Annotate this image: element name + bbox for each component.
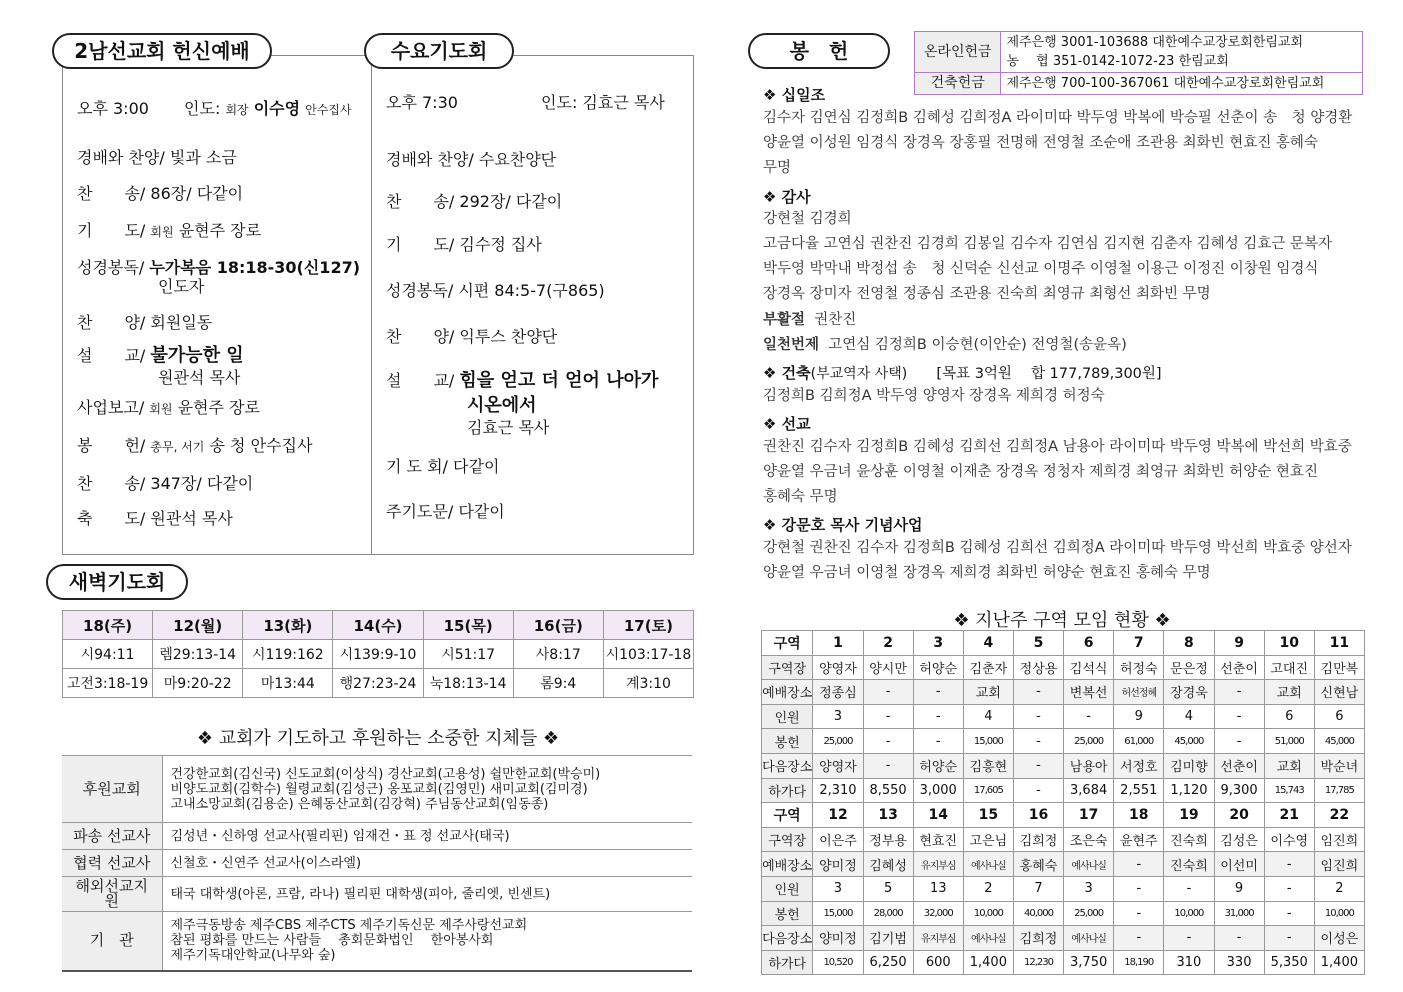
- region-cell: 6: [1314, 704, 1364, 729]
- region-cell: 310: [1164, 950, 1214, 975]
- region-cell: 양영자: [813, 753, 863, 778]
- region-cell: 양시만: [863, 655, 913, 680]
- region-row-label: 봉헌: [762, 901, 813, 926]
- region-row: [762, 901, 1365, 926]
- region-header-cell: 8: [1164, 631, 1214, 656]
- region-cell: 정상용: [1013, 655, 1063, 680]
- region-cell: 선춘이: [1214, 753, 1264, 778]
- region-cell: 9,300: [1214, 778, 1264, 803]
- region-cell: 양미정: [813, 926, 863, 951]
- region-cell: 고대진: [1264, 655, 1314, 680]
- ded-item-7: 봉 헌/ 총무, 서기 송 청 안수집사: [77, 436, 313, 455]
- region-header-cell: 7: [1114, 631, 1164, 656]
- region-cell: 양영자: [813, 655, 863, 680]
- region-cell: 15,000: [813, 901, 863, 926]
- region-cell: 조은숙: [1064, 827, 1114, 852]
- region-cell: 2,310: [813, 778, 863, 803]
- region-cell: 5: [863, 876, 913, 901]
- region-header-label: 구역: [762, 803, 813, 828]
- region-cell: -: [913, 729, 963, 754]
- region-cell: 진숙희: [1164, 852, 1214, 877]
- region-cell: 김미향: [1164, 753, 1214, 778]
- region-cell: 홍혜숙: [1013, 852, 1063, 877]
- region-cell: 교회: [963, 680, 1013, 705]
- region-row: [762, 753, 1365, 778]
- wed-item-0: 경배와 찬양/ 수요찬양단: [386, 150, 557, 169]
- region-cell: -: [863, 704, 913, 729]
- tithe-names: 김수자 김연심 김정희B 김혜성 김희정A 라이미따 박두영 박복에 박승필 선춘이 송 청 양경환 양윤열 이성원 임경식 장경옥 장홍필 전명해 전영철 조순애 조관용 최화빈 현효진 홍혜숙 무명: [763, 110, 1353, 176]
- region-cell: 김성은: [1214, 827, 1264, 852]
- region-cell: -: [863, 729, 913, 754]
- region-header-cell: 20: [1214, 803, 1264, 828]
- memorial-title: ❖ 강문호 목사 기념사업: [763, 516, 923, 534]
- region-header-cell: 17: [1064, 803, 1114, 828]
- region-row-label: 다음장소: [762, 753, 813, 778]
- region-header-cell: 1: [813, 631, 863, 656]
- region-row-label: 하가다: [762, 950, 813, 975]
- region-header-row: [762, 631, 1365, 656]
- region-cell: 600: [913, 950, 963, 975]
- region-cell: 25,000: [1064, 729, 1114, 754]
- region-cell: 장경욱: [1164, 680, 1214, 705]
- region-cell: 25,000: [1064, 901, 1114, 926]
- wednesday-box: [371, 55, 694, 555]
- region-cell: 32,000: [913, 901, 963, 926]
- region-cell: 330: [1214, 950, 1264, 975]
- building-title-row: ❖ 건축(부교역자 사택) [목표 3억원 합 177,789,300원]: [763, 364, 1162, 382]
- region-cell: 3: [813, 876, 863, 901]
- region-cell: -: [1264, 926, 1314, 951]
- wed-item-5: 설 교/ 힘을 얻고 더 얻어 나아가: [386, 370, 659, 391]
- region-cell: 4: [1164, 704, 1214, 729]
- region-cell: 51,000: [1264, 729, 1314, 754]
- thanks-names: 강현철 김경희 고금다율 고연심 권찬진 김경희 김봉일 김수자 김연심 김지현 김춘자 김혜성 김효근 문복자 박두영 박막내 박정섭 송 청 신덕순 신선교 이명주 이영철 이용근 이정진 이창원 임경식 장경옥 장미자 전영철 정종심 조관용 진숙희 최영규 최형선 최화빈 무명: [763, 211, 1332, 302]
- wed-item-3: 성경봉독/ 시편 84:5-7(구865): [386, 281, 605, 300]
- region-row: [762, 729, 1365, 754]
- region-cell: 변복선: [1064, 680, 1114, 705]
- region-cell: 예사나실: [1064, 852, 1114, 877]
- region-cell: 1,400: [963, 950, 1013, 975]
- mission-title: ❖ 교회가 기도하고 후원하는 소중한 지체들 ❖: [196, 728, 560, 749]
- region-header-row: [762, 803, 1365, 828]
- dedication-leader-name: 이수영: [253, 99, 301, 118]
- region-cell: -: [1214, 729, 1264, 754]
- region-row-label: 구역장: [762, 827, 813, 852]
- region-header-cell: 16: [1013, 803, 1063, 828]
- region-cell: 1,120: [1164, 778, 1214, 803]
- region-cell: -: [913, 704, 963, 729]
- ded-item-6: 사업보고/ 회원 윤현주 장로: [77, 398, 260, 417]
- building-names: 김정희B 김희정A 박두영 양영자 장경옥 제희경 허정숙: [763, 388, 1105, 404]
- region-cell: 교회: [1264, 680, 1314, 705]
- region-cell: 17,605: [963, 778, 1013, 803]
- region-table: [761, 630, 1365, 975]
- region-header-cell: 3: [913, 631, 963, 656]
- region-cell: 현효진: [913, 827, 963, 852]
- region-cell: -: [1013, 778, 1063, 803]
- region-cell: 10,000: [1314, 901, 1364, 926]
- region-row: [762, 680, 1365, 705]
- region-row: [762, 827, 1365, 852]
- region-cell: 15,743: [1264, 778, 1314, 803]
- ded-item-2: 기 도/ 회원 윤현주 장로: [77, 221, 262, 240]
- region-cell: -: [1114, 852, 1164, 877]
- region-cell: 3: [813, 704, 863, 729]
- region-row: [762, 655, 1365, 680]
- wed-item-4: 찬 양/ 익투스 찬양단: [386, 327, 558, 346]
- region-row: [762, 876, 1365, 901]
- wed-item-1: 찬 송/ 292장/ 다같이: [386, 192, 563, 211]
- region-cell: 4: [963, 704, 1013, 729]
- region-cell: -: [913, 680, 963, 705]
- region-cell: 10,520: [813, 950, 863, 975]
- region-cell: 김혜성: [863, 852, 913, 877]
- ded-item-0: 경배와 찬양/ 빛과 소금: [77, 148, 237, 167]
- region-cell: 2,551: [1114, 778, 1164, 803]
- region-cell: 9: [1114, 704, 1164, 729]
- region-row: [762, 778, 1365, 803]
- region-header-cell: 12: [813, 803, 863, 828]
- region-cell: 61,000: [1114, 729, 1164, 754]
- ded-item-4: 찬 양/ 회원일동: [77, 313, 213, 332]
- region-cell: -: [1013, 704, 1063, 729]
- region-cell: 10,000: [1164, 901, 1214, 926]
- region-cell: 허정숙: [1114, 655, 1164, 680]
- region-cell: 임진희: [1314, 852, 1364, 877]
- region-cell: 1,400: [1314, 950, 1364, 975]
- region-cell: 31,000: [1214, 901, 1264, 926]
- region-cell: 서정호: [1114, 753, 1164, 778]
- region-header-cell: 2: [863, 631, 913, 656]
- region-cell: 40,000: [1013, 901, 1063, 926]
- region-cell: -: [1064, 704, 1114, 729]
- region-cell: 10,000: [963, 901, 1013, 926]
- region-cell: 김희정: [1013, 926, 1063, 951]
- region-cell: 예사나실: [1064, 926, 1114, 951]
- region-cell: 정부용: [863, 827, 913, 852]
- region-cell: 허선정혜: [1114, 680, 1164, 705]
- region-header-cell: 11: [1314, 631, 1364, 656]
- region-cell: 김기범: [863, 926, 913, 951]
- missions-title: ❖ 선교: [763, 415, 811, 433]
- dedication-leader-label: 인도:: [184, 99, 221, 118]
- region-cell: 유지부심: [913, 852, 963, 877]
- wed-leader: 인도: 김효근 목사: [541, 93, 665, 112]
- wed-item-5-sub: 시온에서: [467, 395, 537, 416]
- region-cell: 3,684: [1064, 778, 1114, 803]
- region-cell: 이선미: [1214, 852, 1264, 877]
- dedication-time-row: [77, 96, 352, 119]
- region-cell: 김석식: [1064, 655, 1114, 680]
- region-cell: 8,550: [863, 778, 913, 803]
- region-cell: 이수영: [1264, 827, 1314, 852]
- region-header-label: 구역: [762, 631, 813, 656]
- region-cell: 이은주: [813, 827, 863, 852]
- region-header-cell: 15: [963, 803, 1013, 828]
- region-cell: 교회: [1264, 753, 1314, 778]
- ded-item-3: 성경봉독/ 누가복음 18:18-30(신127): [77, 258, 361, 277]
- region-cell: 5,350: [1264, 950, 1314, 975]
- region-cell: -: [1013, 729, 1063, 754]
- region-cell: -: [1264, 876, 1314, 901]
- region-cell: 3,000: [913, 778, 963, 803]
- thanks-title: ❖ 감사: [763, 188, 811, 206]
- dedication-title: 2남선교회 헌신예배: [52, 33, 272, 69]
- region-cell: -: [1214, 680, 1264, 705]
- region-cell: -: [1164, 926, 1214, 951]
- region-cell: 윤현주: [1114, 827, 1164, 852]
- wed-item-7: 주기도문/ 다같이: [386, 502, 505, 521]
- mission-table: 후원교회 건강한교회(김신국) 신도교회(이상식) 경산교회(고용성) 쉴만한교회(박승미) 비양도교회(김학수) 월령교회(김성근) 옹포교회(김영민) 새미교회(김미경) 고내소망교회(김용순) 은혜동산교회(김강혁) 주님동산교회(임동종) 파송 선교사 김성년・신하영 선교사(필리핀) 임재건・표 정 선교사(태국) 협력 선교사 신철호・신연주 선교사(이스라엘) 해외선교지원 태국 대학생(아론, 프람, 라나) 필리핀 대학생(피아, 줄리엣, 빈센트) 기 관 제주극동방송 제주CBS 제주CTS 제주기독신문 제주사랑선교회 참된 평화를 만드는 사람들 총회문화법인 한아봉사회 제주기독대안학교(나무와 숲): [62, 755, 692, 972]
- region-row: [762, 852, 1365, 877]
- region-header-cell: 5: [1013, 631, 1063, 656]
- memorial-names: 강현철 권찬진 김수자 김정희B 김혜성 김희선 김희정A 라이미따 박두영 박선희 박효중 양선자 양윤열 우금녀 이영철 장경옥 제희경 최화빈 허양순 현효진 홍혜숙 무명: [763, 540, 1352, 581]
- region-header-cell: 14: [913, 803, 963, 828]
- region-row-label: 하가다: [762, 778, 813, 803]
- region-cell: 허양순: [913, 753, 963, 778]
- region-row: [762, 704, 1365, 729]
- region-cell: -: [1114, 926, 1164, 951]
- region-cell: -: [1013, 753, 1063, 778]
- region-cell: 문은정: [1164, 655, 1214, 680]
- region-cell: 45,000: [1164, 729, 1214, 754]
- region-header-cell: 19: [1164, 803, 1214, 828]
- region-cell: 28,000: [863, 901, 913, 926]
- wednesday-title: 수요기도회: [364, 33, 514, 69]
- region-cell: 6: [1264, 704, 1314, 729]
- region-cell: 임진희: [1314, 827, 1364, 852]
- region-row-label: 예배장소: [762, 852, 813, 877]
- region-cell: 2: [963, 876, 1013, 901]
- dedication-leader-suffix: 안수집사: [305, 103, 352, 117]
- region-cell: 진숙희: [1164, 827, 1214, 852]
- wed-time-row: [386, 90, 665, 113]
- region-cell: -: [1264, 901, 1314, 926]
- region-cell: 선춘이: [1214, 655, 1264, 680]
- region-row-label: 다음장소: [762, 926, 813, 951]
- region-title: ❖ 지난주 구역 모임 현황 ❖: [953, 610, 1171, 631]
- wed-item-2: 기 도/ 김수정 집사: [386, 235, 542, 254]
- region-cell: 이성은: [1314, 926, 1364, 951]
- online-table: 온라인헌금 제주은행 3001-103688 대한예수교장로회한림교회 농 협 351-0142-1072-23 한림교회 건축헌금 제주은행 700-100-367061 대한예수교장로회한림교회: [914, 31, 1363, 95]
- region-cell: 양미정: [813, 852, 863, 877]
- region-row-label: 봉헌: [762, 729, 813, 754]
- region-cell: 3: [1064, 876, 1114, 901]
- region-cell: 9: [1214, 876, 1264, 901]
- tithe-title: ❖ 십일조: [763, 86, 826, 104]
- region-cell: 13: [913, 876, 963, 901]
- region-row-label: 인원: [762, 876, 813, 901]
- region-header-cell: 10: [1264, 631, 1314, 656]
- region-cell: 15,000: [963, 729, 1013, 754]
- region-cell: -: [863, 680, 913, 705]
- dawn-title: 새벽기도회: [46, 564, 188, 600]
- region-cell: 2: [1314, 876, 1364, 901]
- region-header-cell: 4: [963, 631, 1013, 656]
- region-cell: 허양순: [913, 655, 963, 680]
- region-row: [762, 926, 1365, 951]
- ded-item-5-sub: 원관석 목사: [158, 368, 241, 387]
- region-cell: 남용아: [1064, 753, 1114, 778]
- region-row-label: 인원: [762, 704, 813, 729]
- region-cell: 고은님: [963, 827, 1013, 852]
- wed-item-6: 기 도 회/ 다같이: [386, 457, 500, 476]
- region-cell: 45,000: [1314, 729, 1364, 754]
- region-cell: 18,190: [1114, 950, 1164, 975]
- region-cell: 25,000: [813, 729, 863, 754]
- region-cell: 신현남: [1314, 680, 1364, 705]
- ded-item-5: 설 교/ 불가능한 일: [77, 345, 244, 366]
- region-header-cell: 9: [1214, 631, 1264, 656]
- wed-time: 오후 7:30: [386, 93, 458, 112]
- region-header-cell: 21: [1264, 803, 1314, 828]
- region-cell: 6,250: [863, 950, 913, 975]
- region-cell: -: [863, 753, 913, 778]
- region-header-cell: 6: [1064, 631, 1114, 656]
- dedication-time: 오후 3:00: [77, 99, 149, 118]
- region-cell: -: [1214, 926, 1264, 951]
- region-cell: -: [1114, 876, 1164, 901]
- firstweek-row: 일천번제 고연심 김정희B 이승현(이안순) 전영철(송윤옥): [763, 337, 1127, 353]
- region-cell: 박순녀: [1314, 753, 1364, 778]
- ded-item-1: 찬 송/ 86장/ 다같이: [77, 184, 244, 203]
- region-cell: -: [1114, 901, 1164, 926]
- region-cell: 김춘자: [963, 655, 1013, 680]
- region-cell: 예사나실: [963, 926, 1013, 951]
- ded-item-8: 찬 송/ 347장/ 다같이: [77, 474, 254, 493]
- region-row-label: 구역장: [762, 655, 813, 680]
- region-cell: 12,230: [1013, 950, 1063, 975]
- region-cell: -: [1214, 704, 1264, 729]
- region-cell: 예사나실: [963, 852, 1013, 877]
- region-cell: -: [1164, 876, 1214, 901]
- wed-item-5-sub2: 김효근 목사: [467, 418, 550, 437]
- region-header-cell: 18: [1114, 803, 1164, 828]
- region-cell: -: [1264, 852, 1314, 877]
- missions-names: 권찬진 김수자 김정희B 김혜성 김희선 김희정A 남용아 라이미따 박두영 박복에 박선희 박효중 양윤열 우금녀 윤상훈 이영철 이재춘 장경옥 정청자 제희경 최영규 최화빈 허양순 현효진 홍혜숙 무명: [763, 439, 1352, 505]
- region-cell: 17,785: [1314, 778, 1364, 803]
- region-cell: 김만복: [1314, 655, 1364, 680]
- region-cell: 유지부심: [913, 926, 963, 951]
- region-header-cell: 13: [863, 803, 913, 828]
- region-cell: 김흥현: [963, 753, 1013, 778]
- region-header-cell: 22: [1314, 803, 1364, 828]
- region-cell: 7: [1013, 876, 1063, 901]
- region-cell: 3,750: [1064, 950, 1114, 975]
- region-cell: 김희정: [1013, 827, 1063, 852]
- ded-item-9: 축 도/ 원관석 목사: [77, 509, 233, 528]
- region-row-label: 예배장소: [762, 680, 813, 705]
- region-cell: 정종심: [813, 680, 863, 705]
- ded-item-3-sub: 인도자: [158, 277, 205, 296]
- easter-row: 부활절 권찬진: [763, 312, 857, 328]
- region-cell: -: [1013, 680, 1063, 705]
- dedication-leader-role: 회장: [225, 103, 249, 117]
- offering-title: 봉 헌: [748, 33, 890, 69]
- region-row: [762, 950, 1365, 975]
- dawn-table: 18(주) 12(월) 13(화) 14(수) 15(목) 16(금) 17(토) 시94:11 렘29:13-14 시119:162 시139:9-10 시51:17 사8:17 시103:17-18 고전3:18-19 마9:20-22 마13:44 행27:23-24 눅18:13-14 롬9:4 계3:10: [62, 610, 694, 698]
